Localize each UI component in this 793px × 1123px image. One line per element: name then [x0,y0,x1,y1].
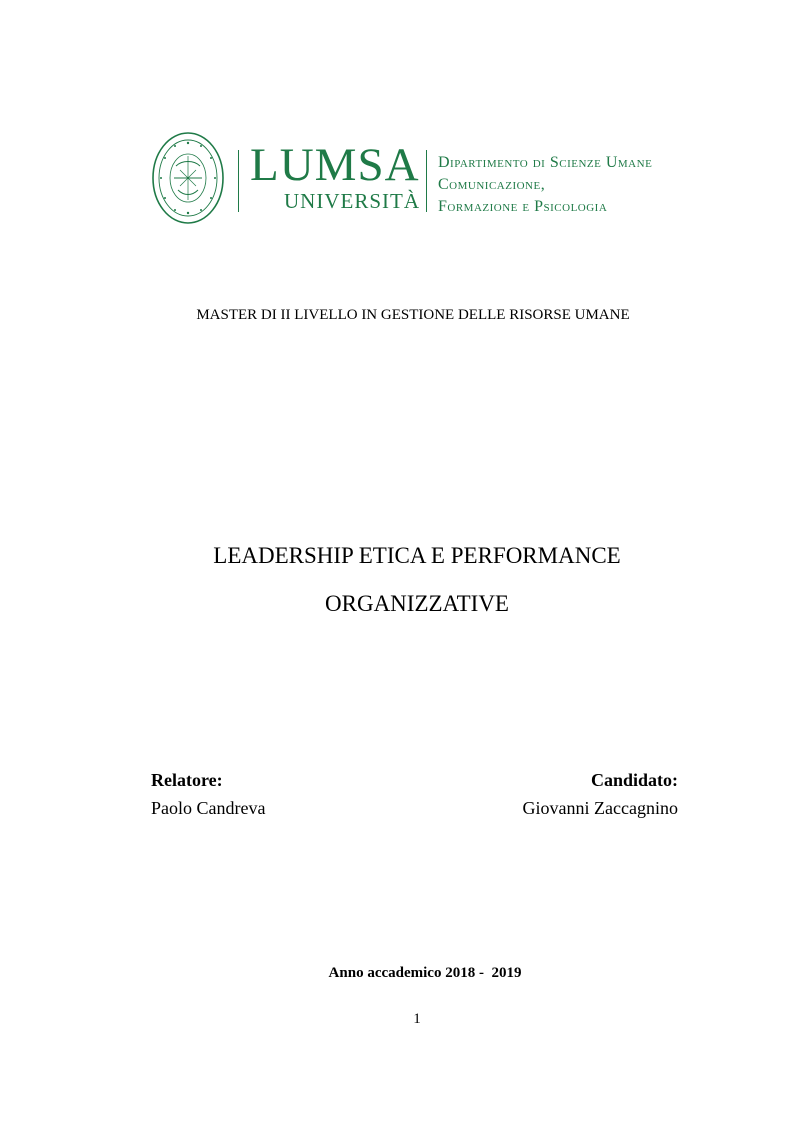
page-number: 1 [413,1011,421,1027]
master-program: MASTER DI II LIVELLO IN GESTIONE DELLE RISORSE UMANE [196,307,630,323]
logo-divider [238,150,239,212]
logo-wordmark: LUMSA [250,139,420,191]
candidato-block [523,766,678,822]
department-name [438,152,652,218]
university-logo [150,128,690,228]
university-seal-icon [150,130,226,226]
department-line: Comunicazione, [438,176,546,193]
logo-divider [426,150,427,212]
candidato-name: Giovanni Zaccagnino [522,798,678,818]
department-line: Formazione e Psicologia [438,198,608,215]
relatore-name: Paolo Candreva [151,798,266,818]
relatore-label: Relatore: [151,770,223,790]
thesis-title [0,532,793,628]
logo-subwordmark: UNIVERSITÀ [284,189,420,213]
relatore-block [151,766,265,822]
thesis-title-line: LEADERSHIP ETICA E PERFORMANCE [213,543,621,568]
department-line: Dipartimento di Scienze Umane [438,154,653,171]
candidato-label: Candidato: [590,770,678,790]
thesis-title-line: ORGANIZZATIVE [325,591,509,616]
academic-year: Anno accademico 2018 - 2019 [328,965,522,981]
